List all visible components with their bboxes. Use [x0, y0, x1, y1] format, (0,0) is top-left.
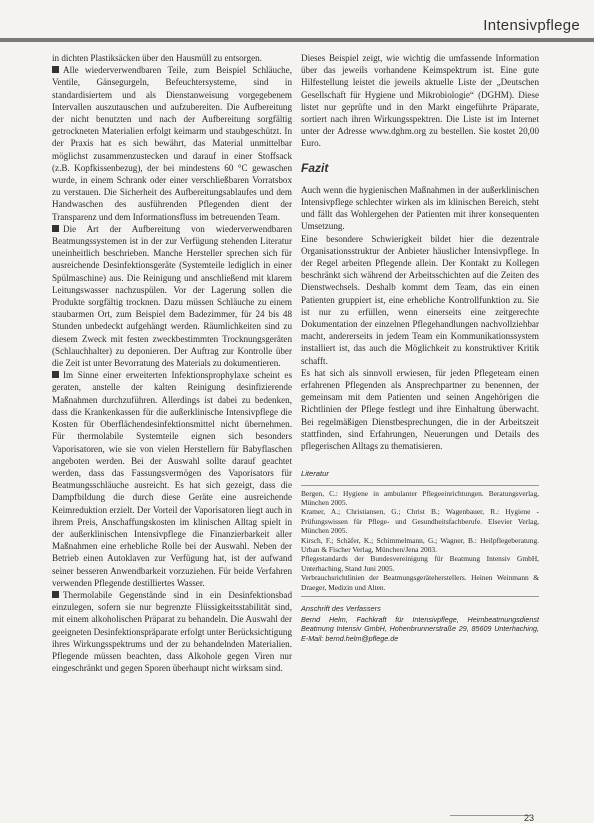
header-bar — [0, 0, 594, 42]
section-title: Intensivpflege — [483, 17, 580, 34]
bullet-square-icon — [52, 66, 59, 73]
bullet-square-icon — [52, 225, 59, 232]
page-number: 23 — [524, 813, 535, 823]
paragraph: in dichten Plastiksäcken über den Hausmüll zu entsorgen. — [52, 53, 262, 63]
literature-heading: Literatur — [301, 469, 329, 479]
literature-item: Kramer, A.; Christiansen, G.; Christ B.; Wagenbauer, R.: Hygiene - Prüfungswissen für Pflege- und Gesundheitsfachberufe. Elsevier Verlag, München 2005. — [301, 507, 539, 536]
literature-item: Verbrauchsrichtlinien der Beatmungsgeräteherstellers. Heinen Weinmann & Draeger, Medizin und Alten. — [301, 573, 539, 592]
right-column — [301, 52, 539, 643]
section-heading: Fazit — [301, 160, 329, 175]
paragraph: Eine besondere Schwierigkeit bildet hier die dezentrale Organisationsstruktur der Anbieter häuslicher Intensivpflege. In der Regel arbeiten Pflegende allein. Der Kontakt zu Kollegen beschränkt sich während der Arbeitsschichten auf die Zeiten des Dienstwechsels. Deshalb kommt dem Team, das ein einen Patienten gruppiert ist, eine erhebliche Kontrollfunktion zu. Sie ist nur zu erfüllen, wenn einerseits eine zeitgerechte Dokumentation der einzelnen Pflegehandlungen nachvollziehbar macht, andererseits in jedem Team ein Kommunikationssystem installiert ist, das auch die Möglichkeit zu konstruktiver Kritik schafft. — [301, 233, 539, 366]
bullet-square-icon — [52, 591, 59, 598]
divider — [301, 596, 539, 597]
literature-item: Kirsch, F.; Schäfer, K.; Schimmelmann, G.; Wagner, B.: Heilpflegeberatung. Urban & Fischer Verlag, München/Jena 2003. — [301, 535, 539, 554]
bullet-square-icon — [52, 371, 59, 378]
address-heading: Anschrift des Verfassers — [301, 603, 381, 613]
paragraph: Dieses Beispiel zeigt, wie wichtig die umfassende Information über das jeweils vorhandene Keimspektrum ist. Eine gute Hilfestellung leistet die jeweils aktuelle Liste der „Deutschen Gesellschaft für Hygiene und Mikrobiologie“ (DGHM). Diese listet nur geprüfte und in den Markt eingeführte Präparate, sortiert nach ihren Wirkungsspektren. Die Liste ist im Internet unter der Adresse www.dghm.org zu bestellen. Sie kostet 20,00 Euro. — [301, 53, 539, 149]
header-rule — [0, 38, 594, 42]
divider — [301, 485, 539, 486]
bullet-paragraph: Thermolabile Gegenstände sind in ein Desinfektionsbad einzulegen, sofern sie nur begrenzte Flüssigkeitsstabilität sind, mit einem alkoholischen Präparat zu behandeln. Die Auswahl der geeigneten Desinfektionspräparate erfolgt unter Berücksichtigung ihres Wirkungsspektrums und der zu behandelnden Materialien. Pflegende müssen beachten, dass Alkohole gegen Viren nur eingeschränkt und gegen Sporen überhaupt nicht wirksam sind. — [52, 589, 292, 674]
literature-item: Bergen, C.: Hygiene in ambulanter Pflegeeinrichtungen. Beratungsverlag, München 2005. — [301, 488, 539, 507]
bullet-paragraph: Die Art der Aufbereitung von wiederverwendbaren Beatmungssystemen ist in der zur Verfügung stehenden Literatur uneinheitlich beschrieben. Manche Hersteller sprechen sich für ausreichende Desinfektionsgeräte (Systemteile lediglich in einer Spülmaschine) aus. Die Reinigung und anschließend mit klarem Leitungswasser nachzuspülen. Vor der Lagerung sollen die Produkte sorgfältig trocknen. Dazu müssen Schläuche zu einem staubarmen Ort, zum Beispiel dem Badezimmer, für 24 bis 48 Stunden unbedeckt aufgehängt werden. Räumlichkeiten sind zu diesem Zweck mit festen zweckbestimmten Trocknungsgeräten (Schlauchhalter) zu deponieren. Der Auftrag zur Kontrolle über die Zeit ist unter Bevorratung des Materials zu dokumentieren. — [52, 223, 292, 369]
literature-list — [301, 489, 539, 592]
author-address: Bernd Helm, Fachkraft für Intensivpflege, Heimbeatmungsdienst Beatmung Intensiv GmbH, Hohenbrunnerstraße 29, 85609 Unterhaching, E-Mail: bernd.helm@pflege.de — [301, 615, 539, 643]
paragraph: Auch wenn die hygienischen Maßnahmen in der außerklinischen Intensivpflege schlechter wirken als im klinischen Bereich, steht und fällt das Wohlergehen der Patienten mit ihrer konsequenten Umsetzung. — [301, 184, 539, 232]
bullet-paragraph: Alle wiederverwendbaren Teile, zum Beispiel Schläuche, Ventile, Gänsegurgeln, Befeuchtersysteme, sind in standardisiertem und als Dienstanweisung vorgegebenem Intervallen auszutauschen und aufzubereiten. Die Aufbereitung der nicht benutzten und nach der Aufbereitung sorgfältig getrockneten Materialien erfolgt keimarm und staubgeschützt. In der Praxis hat es sich bewährt, das Material unmittelbar möglichst zusammenzustecken und darauf in einer Stoffsack (z.B. Kopfkissenbezug), der bei mindestens 60 °C gewaschen wurde, in einem Schrank oder einer verschließbaren Vorratsbox zu verstauen. Die Sicherheit des Aufbereitungsablaufes und dem Handwaschen des ausführenden Pflegenden dient der Transparenz und dem Informationsfluss im betreuenden Team. — [52, 65, 292, 222]
left-column — [52, 52, 292, 674]
bullet-paragraph: Im Sinne einer erweiterten Infektionsprophylaxe scheint es geraten, anstelle der kalten Reinigung desinfizierende Maßnahmen durchzuführen. Allerdings ist dabei zu bedenken, dass die Krankenkassen für die außerklinische Intensivpflege die Kosten für Oberflächendesinfektionsmittel nicht übernehmen. Für thermolabile Systemteile eignen sich besonders Vaporisatoren, wie sie von vielen Herstellern für Babyflaschen angeboten werden. Bei der Auswahl sollte darauf geachtet werden, dass das Fassungsvermögen des Vaporisators für Beatmungsschläuche ausreicht. Es hat sich gezeigt, dass die Dampfbildung die durch diese Geräte eine ausreichende Keimreduktion erzielt. Der Vorteil der Vaporisatoren liegt auch in ihrem Preis, Anschaffungskosten im klinischen Alltag spielt in der außerklinischen Intensivpflege die Finanzierbarkeit aller Maßnahmen eine erhebliche Rolle bei der Auswahl. Neben der Betrieb einen Autoklaven zur Verfügung hat, ist der aufwand seiner besseren Anwendbarkeit vorzuziehen. Für beide Verfahren verwenden Pflegende destilliertes Wasser. — [52, 370, 292, 588]
footer-rule — [450, 815, 530, 816]
literature-item: Pflegestandards der Bundesvereinigung für Beatmung Intensiv GmbH, Unterhaching, Stand Juni 2005. — [301, 554, 539, 573]
paragraph: Es hat sich als sinnvoll erwiesen, für jeden Pflegeteam einen erfahrenen Pflegenden als Ansprechpartner zu benennen, der gemeinsam mit dem Patienten und seinen Angehörigen die Richtlinien der Pflege festlegt und ihre Einhaltung überwacht. Bei regelmäßigen Dienstbesprechungen, die in der Arbeitszeit stattfinden, sind Erfahrungen, Neuerungen und Details des pflegerischen Alltags zu thematisieren. — [301, 367, 539, 452]
